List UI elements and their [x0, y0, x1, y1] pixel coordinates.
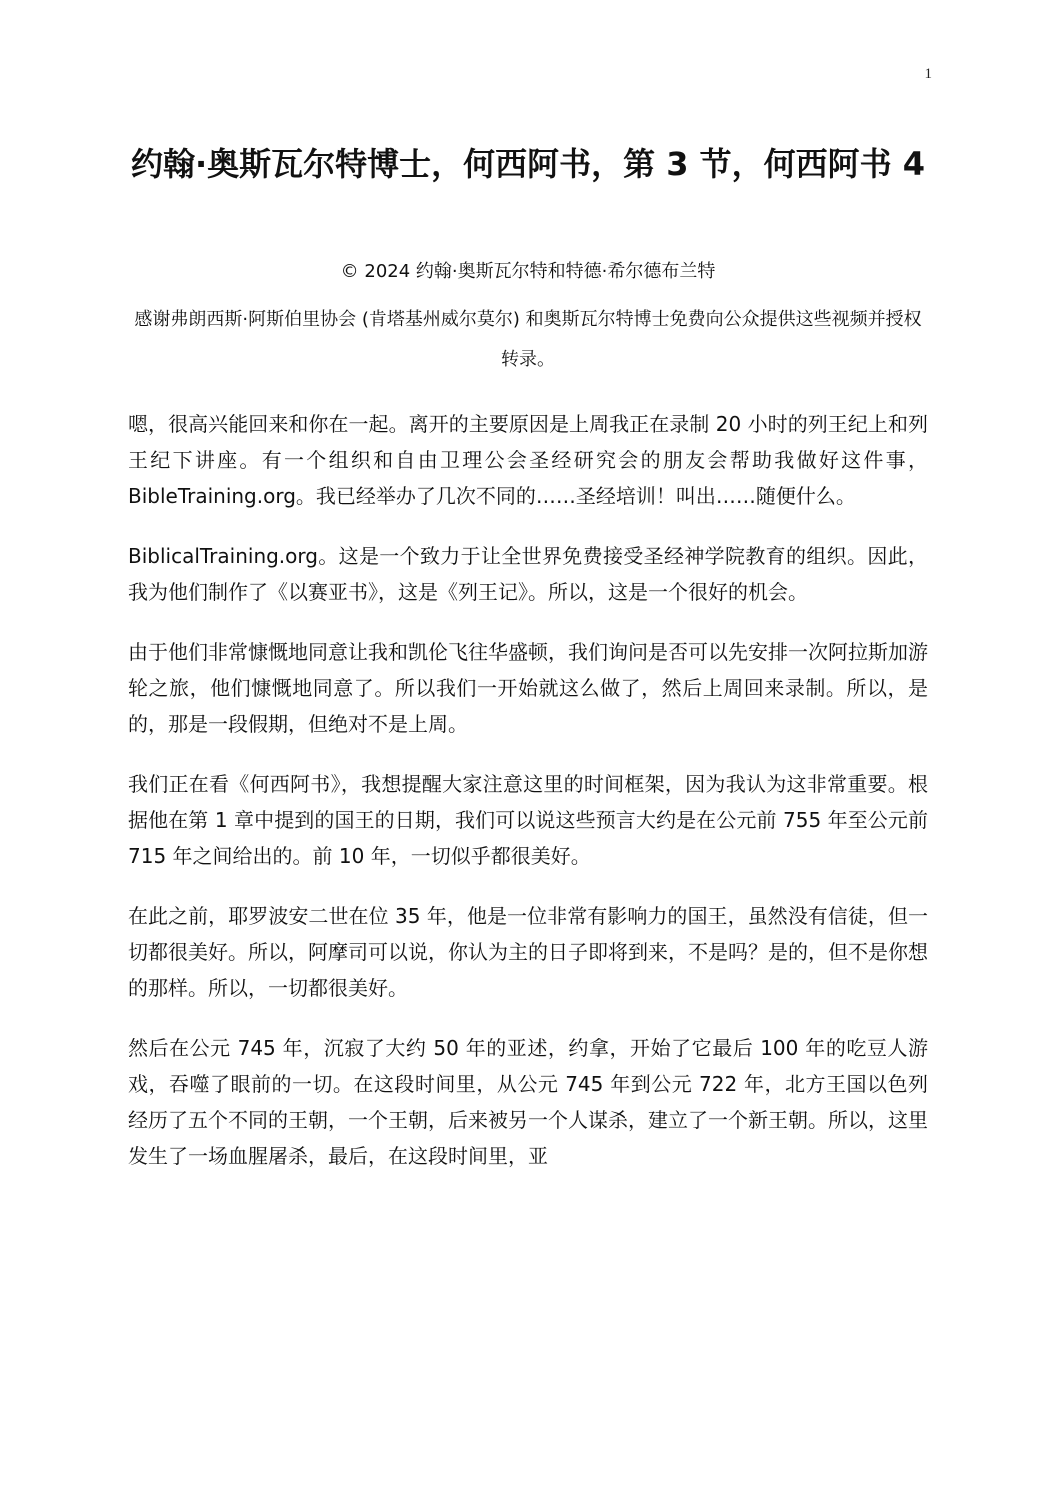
copyright-line: © 2024 约翰·奥斯瓦尔特和特德·希尔德布兰特 [340, 261, 716, 282]
page-number: 1 [924, 66, 932, 82]
paragraph: BiblicalTraining.org。这是一个致力于让全世界免费接受圣经神学院教育的组织。因此，我为他们制作了《以赛亚书》，这是《列王记》。所以，这是一个很好的机会。 [128, 544, 928, 604]
paragraph: 在此之前，耶罗波安二世在位 35 年，他是一位非常有影响力的国王，虽然没有信徒，但一切都很美好。所以，阿摩司可以说，你认为主的日子即将到来，不是吗？是的，但不是你想的那样。所以，一切都很美好。 [128, 904, 928, 1000]
paragraph: 由于他们非常慷慨地同意让我和凯伦飞往华盛顿，我们询问是否可以先安排一次阿拉斯加游轮之旅，他们慷慨地同意了。所以我们一开始就这么做了，然后上周回来录制。所以，是的，那是一段假期，但绝对不是上周。 [128, 640, 928, 736]
paragraph: 然后在公元 745 年，沉寂了大约 50 年的亚述，约拿，开始了它最后 100 年的吃豆人游戏，吞噬了眼前的一切。在这段时间里，从公元 745 年到公元 722 年，北方王国以色列经历了五个不同的王朝，一个王朝，后来被另一个人谋杀，建立了一个新王朝。所以，这里发生了一场血腥屠杀，最后，在这段时间里，亚 [128, 1036, 928, 1168]
paragraph: 嗯，很高兴能回来和你在一起。离开的主要原因是上周我正在录制 20 小时的列王纪上和列王纪下讲座。有一个组织和自由卫理公会圣经研究会的朋友会帮助我做好这件事，BibleTraining.org。我已经举办了几次不同的……圣经培训！叫出……随便什么。 [128, 412, 928, 508]
page-title: 约翰·奥斯瓦尔特博士，何西阿书，第 3 节，何西阿书 4 [130, 145, 926, 183]
transcript-body [128, 406, 928, 1198]
acknowledgement-line: 感谢弗朗西斯·阿斯伯里协会 (肯塔基州威尔莫尔) 和奥斯瓦尔特博士免费向公众提供这些视频并授权转录。 [134, 309, 922, 370]
paragraph: 我们正在看《何西阿书》，我想提醒大家注意这里的时间框架，因为我认为这非常重要。根据他在第 1 章中提到的国王的日期，我们可以说这些预言大约是在公元前 755 年至公元前 715 年之间给出的。前 10 年，一切似乎都很美好。 [128, 772, 928, 868]
